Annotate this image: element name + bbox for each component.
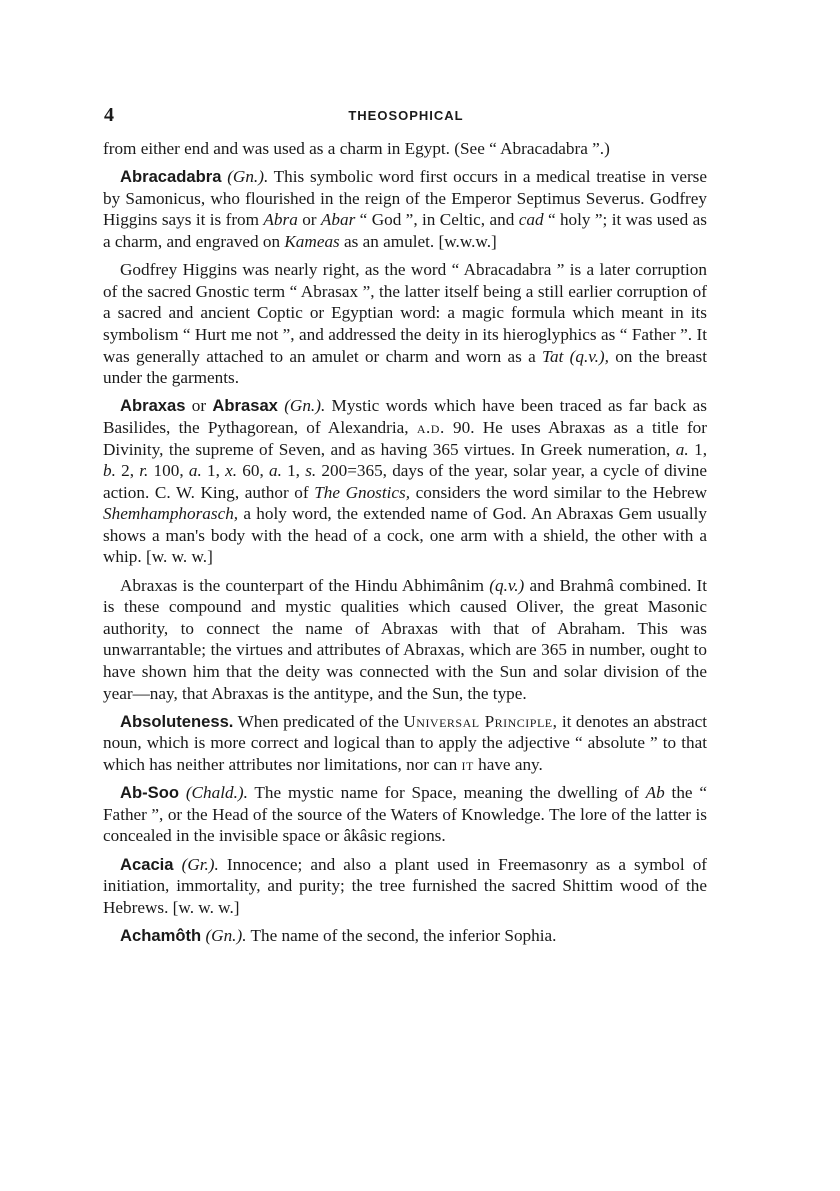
- text-run: The name of the second, the inferior Sophia.: [246, 925, 557, 945]
- italic-term: s.: [305, 461, 317, 481]
- italic-term: Ab: [645, 783, 665, 803]
- text-run: 1,: [688, 439, 707, 459]
- text-run: 60,: [237, 461, 269, 481]
- italic-term: b.: [103, 461, 116, 481]
- text-run: The mystic name for Space, meaning the dwelling of: [247, 783, 646, 803]
- abbreviation: (Gr.).: [181, 854, 219, 874]
- abbreviation: (Gn.).: [227, 167, 269, 187]
- entry-acacia: [103, 854, 707, 919]
- headword: Ab-Soo: [120, 783, 179, 803]
- headword: Abraxas: [120, 396, 186, 416]
- text-run: Mystic words which have been traced as far back as Basilides, the Pythagorean, of Alexandria,: [103, 396, 707, 437]
- entry-achamoth: [103, 925, 707, 947]
- italic-term: cad: [518, 210, 544, 230]
- text-run: 1,: [201, 461, 226, 481]
- abbreviation: (Chald.).: [185, 783, 248, 803]
- text-run: as an amulet. [w.w.w.]: [339, 231, 497, 251]
- abbreviation: (Gn.).: [284, 396, 326, 416]
- small-caps-text: a.d.: [416, 417, 445, 437]
- entry-absoluteness: [103, 711, 707, 776]
- text-run: from either end and was used as a charm in Egypt. (See “ Abracadabra ”.): [103, 139, 610, 158]
- text-run: When predicated of the: [233, 711, 404, 731]
- running-header: [104, 104, 708, 128]
- italic-term: Kameas: [284, 231, 340, 251]
- text-run: 1,: [281, 461, 306, 481]
- italic-term: The Gnostics,: [314, 482, 411, 502]
- italic-term: a.: [675, 439, 689, 459]
- entry-abraxas: [103, 395, 707, 568]
- text-run: have any.: [473, 755, 543, 774]
- headword: Achamôth: [120, 925, 202, 945]
- text-run: 2,: [115, 461, 140, 481]
- italic-term: Tat (q.v.),: [542, 346, 609, 366]
- italic-term: a.: [268, 461, 282, 481]
- headword: Absoluteness.: [120, 711, 234, 731]
- text-run: “ God ”, in Celtic, and: [355, 210, 519, 230]
- page-number: 4: [104, 104, 114, 126]
- text-run: Innocence; and also a plant used in Freemasonry as a symbol of initiation, immortality, and purity; the tree furnished the sacred Shittim wood of the Hebrews. [w. w. w.]: [103, 854, 708, 917]
- italic-term: (q.v.): [489, 575, 525, 595]
- running-title: THEOSOPHICAL: [348, 108, 464, 123]
- text-run: the “ Father ”, or the Head of the source of the Waters of Knowledge. The lore of the latter is concealed in the invisible space or âkâsic regions.: [103, 783, 707, 846]
- text-run: Abraxas is the counterpart of the Hindu Abhimânim: [120, 575, 490, 595]
- paragraph-continuation: [103, 138, 707, 160]
- text-run: “ holy ”; it was used as a charm, and engraved on: [103, 210, 707, 251]
- entry-ab-soo: [103, 782, 707, 847]
- paragraph-abraxas-continued: [103, 575, 707, 705]
- abbreviation: (Gn.).: [205, 925, 247, 945]
- body-text: [103, 138, 707, 953]
- paragraph-abracadabra-continued: [103, 259, 707, 389]
- text-run: considers the word similar to the Hebrew: [410, 482, 707, 502]
- text-run: Godfrey Higgins was nearly right, as the word “ Abracadabra ” is a later corruption of the sacred Gnostic term “ Abrasax ”, the latter itself being a still earlier corruption of a sacred and ancient Coptic or Egyptian word: a magic formula which meant in its symbolism “ Hurt me not ”, and addressed the deity in its hieroglyphics as “ Father ”. It was generally attached to an amulet or charm and worn as a: [103, 260, 707, 366]
- headword: Acacia: [120, 854, 174, 874]
- italic-term: Abra: [263, 210, 298, 230]
- text-run: 200=365, days of the year, solar year, a cycle of divine action. C. W. King, author of: [103, 461, 708, 502]
- headword: Abrasax: [212, 396, 278, 416]
- italic-term: a.: [188, 461, 202, 481]
- text-run: or: [185, 396, 213, 416]
- text-run: This symbolic word first occurs in a medical treatise in verse by Samonicus, who flourished in the reign of the Emperor Septimus Severus. Godfrey Higgins says it is from: [103, 167, 707, 230]
- text-run: 90. He uses Abraxas as a title for Divinity, the supreme of Seven, and as having 365 virtues. In Greek numeration,: [103, 417, 707, 459]
- italic-term: r.: [139, 461, 149, 481]
- text-run: it denotes an abstract noun, which is more correct and logical than to apply the adjective “ absolute ” to that which has neither attributes nor limitations, nor can: [103, 711, 708, 774]
- text-run: or: [297, 210, 321, 230]
- text-run: and Brahmâ combined. It is these compound and mystic qualities which caused Oliver, the great Masonic authority, to connect the name of Abraxas with that of Abraham. This was unwarrantable; the virtues and attributes of Abraxas, which are 365 in number, ought to have shown him that the deity was connected with the Sun and solar division of the year—nay, that Abraxas is the antitype, and the Sun, the type.: [103, 575, 707, 703]
- entry-abracadabra: [103, 166, 707, 252]
- italic-term: x.: [225, 461, 238, 481]
- italic-term: Abar: [320, 210, 356, 230]
- headword: Abracadabra: [120, 167, 222, 187]
- text-run: on the breast under the garments.: [103, 346, 707, 388]
- text-run: a holy word, the extended name of God. An Abraxas Gem usually shows a man's body with the head of a cock, one arm with a shield, the other with a whip. [w. w. w.]: [103, 504, 707, 567]
- text-run: 100,: [148, 461, 189, 481]
- italic-term: Shemhamphorasch,: [103, 504, 239, 524]
- small-caps-text: Universal Principle,: [403, 711, 558, 731]
- small-caps-text: it: [461, 755, 474, 774]
